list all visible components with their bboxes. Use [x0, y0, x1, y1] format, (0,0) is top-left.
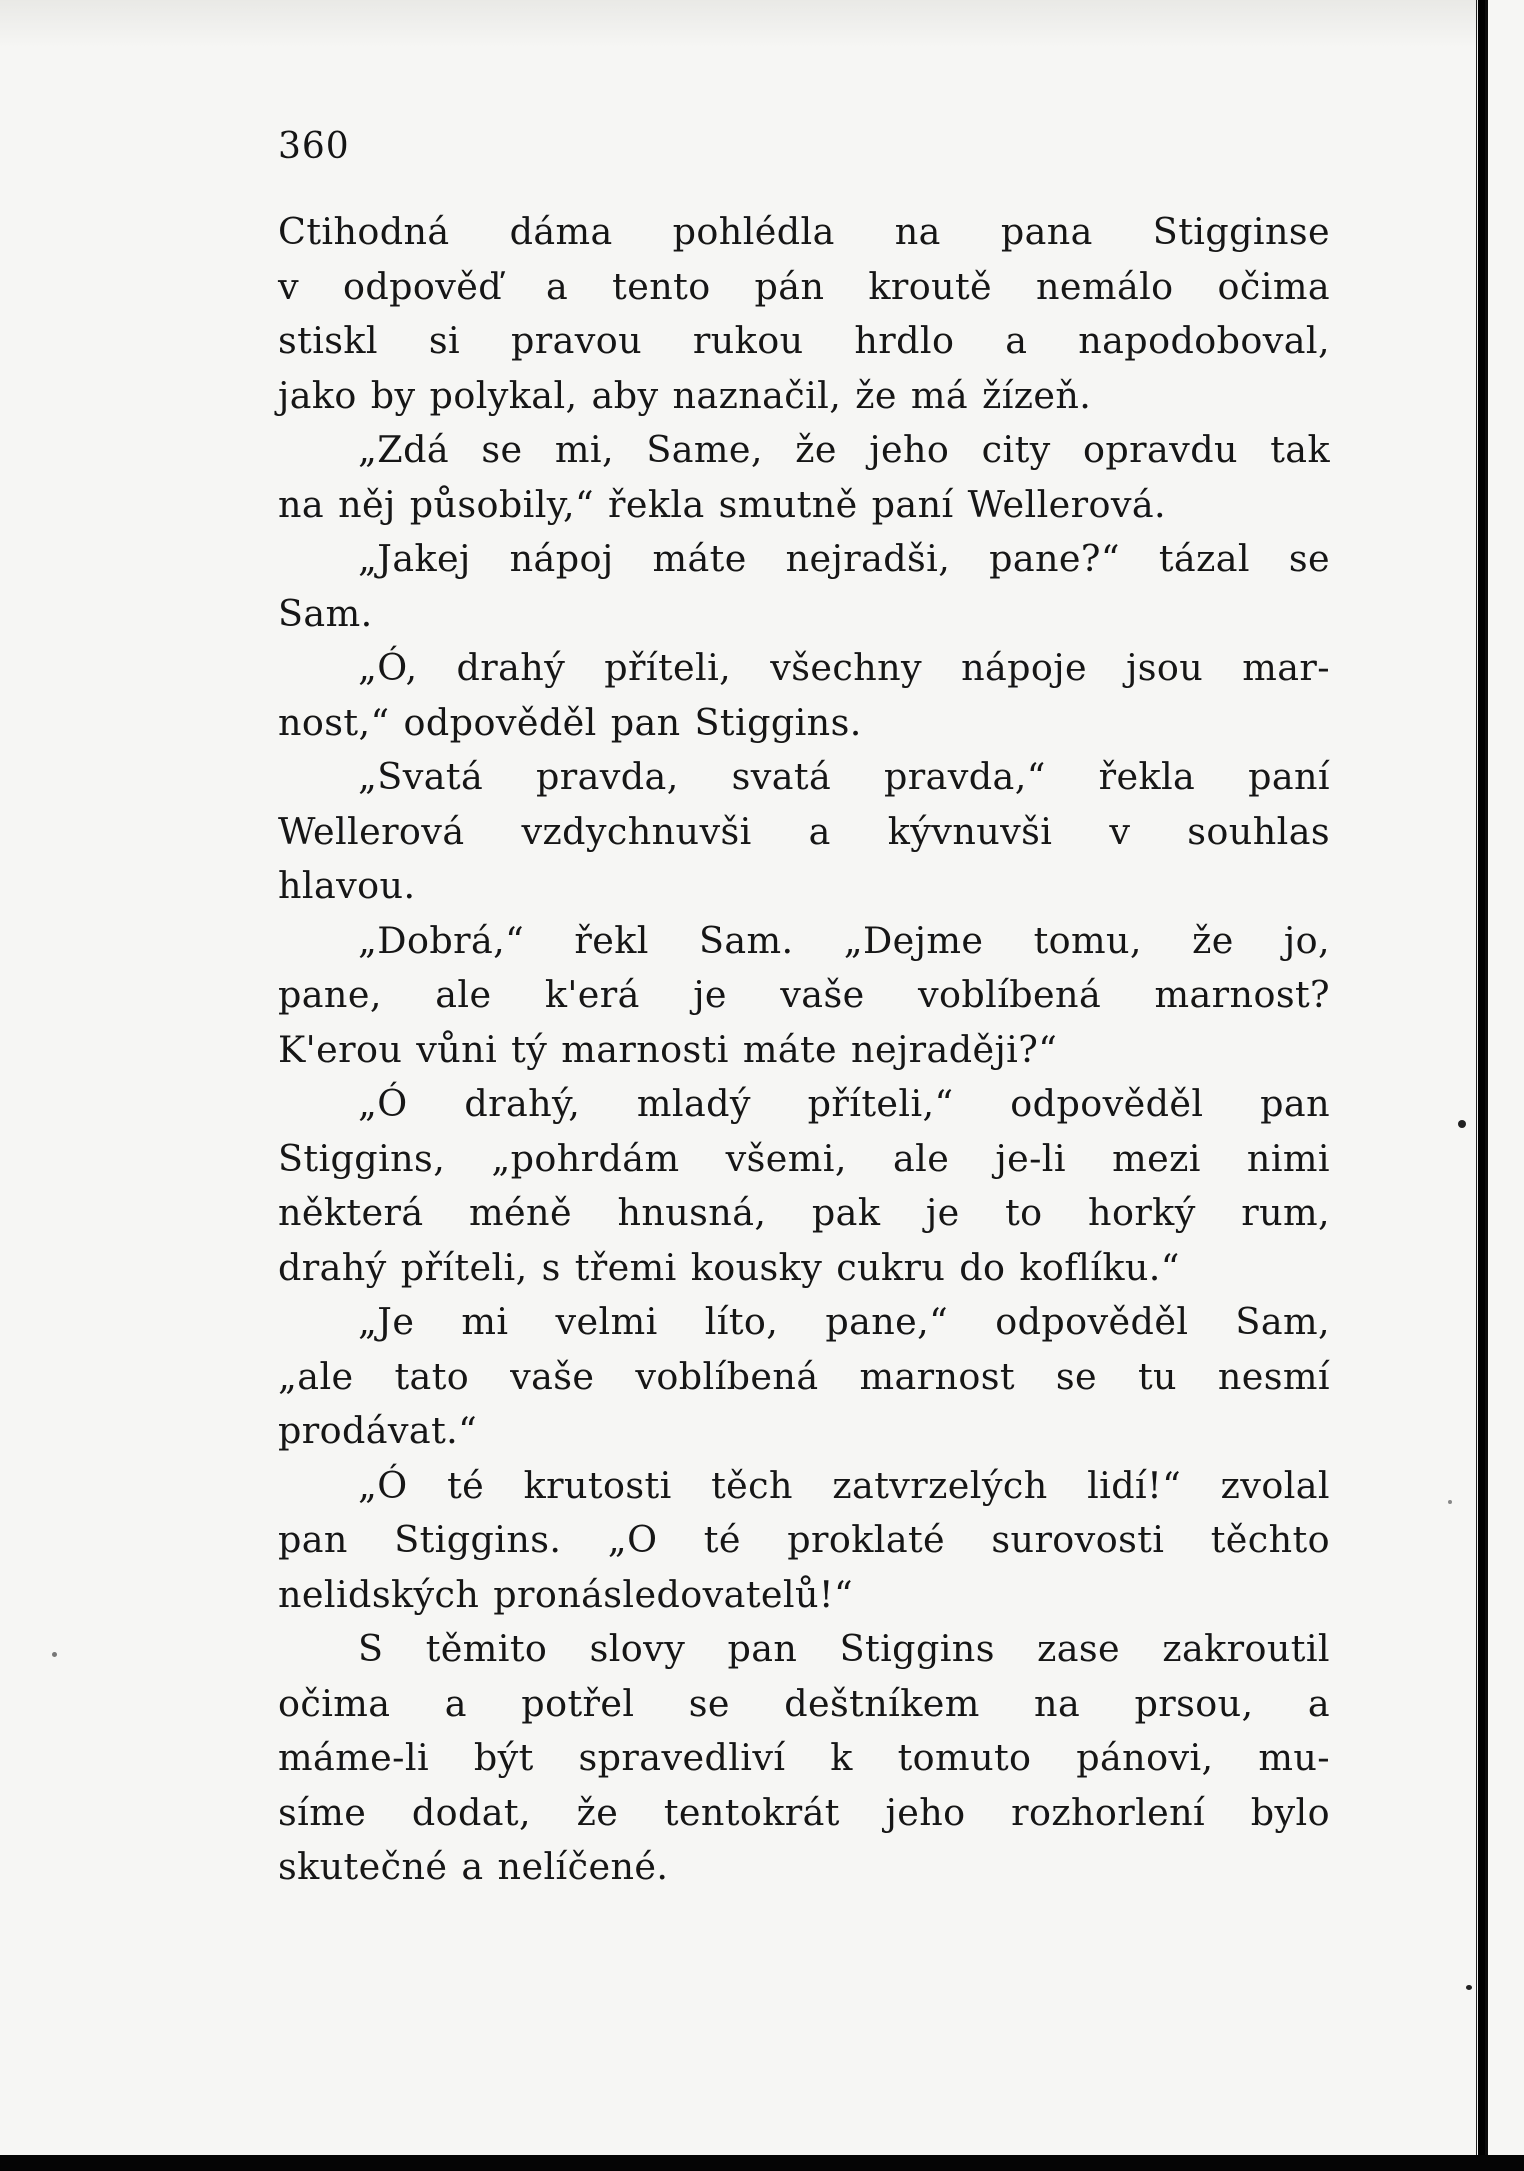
page-number: 360: [278, 126, 350, 167]
text-line: skutečné a nelíčené.: [278, 1845, 669, 1888]
text-line: očima a potřel se deštníkem na prsou, a: [278, 1681, 1330, 1725]
text-line: „ale tato vaše voblíbená marnost se tu nesmí: [278, 1354, 1330, 1398]
text-line: Wellerová vzdychnuvši a kývnuvši v souhlas: [278, 809, 1330, 853]
text-line: „Ó, drahý příteli, všechny nápoje jsou mar-: [358, 646, 1330, 689]
text-line: nost,“ odpověděl pan Stiggins.: [278, 700, 862, 744]
text-line: „Ó drahý, mladý příteli,“ odpověděl pan: [358, 1082, 1330, 1125]
text-line: pan Stiggins. „O té proklaté surovosti těchto: [278, 1518, 1330, 1561]
text-line: „Ó té krutosti těch zatvrzelých lidí!“ zvolal: [358, 1463, 1330, 1507]
text-line: některá méně hnusná, pak je to horký rum,: [278, 1191, 1330, 1234]
text-line: „Dobrá,“ řekl Sam. „Dejme tomu, že jo,: [358, 918, 1330, 962]
text-line: na něj působily,“ řekla smutně paní Wellerová.: [278, 482, 1167, 526]
ink-speck: [1458, 1120, 1466, 1128]
text-line: S těmito slovy pan Stiggins zase zakroutil: [358, 1627, 1330, 1670]
ink-speck: [52, 1652, 57, 1657]
scan-border: [0, 2155, 1524, 2171]
text-line: Ctihodná dáma pohlédla na pana Stigginse: [278, 210, 1330, 253]
text-line: prodávat.“: [278, 1409, 478, 1452]
text-line: hlavou.: [278, 864, 416, 907]
text-line: jako by polykal, aby naznačil, že má žízeň.: [278, 373, 1092, 417]
text-line: „Svatá pravda, svatá pravda,“ řekla paní: [358, 755, 1330, 798]
page-fold-line: [1476, 0, 1477, 2171]
text-line: v odpověď a tento pán kroutě nemálo očima: [278, 264, 1330, 308]
text-line: pane, ale k'erá je vaše voblíbená marnost?: [278, 973, 1330, 1016]
text-line: máme-li být spravedliví k tomuto pánovi, mu-: [278, 1736, 1330, 1779]
text-line: „Je mi velmi líto, pane,“ odpověděl Sam,: [358, 1300, 1330, 1343]
text-line: Stiggins, „pohrdám všemi, ale je-li mezi nimi: [278, 1136, 1330, 1180]
text-line: „Zdá se mi, Same, že jeho city opravdu tak: [358, 428, 1330, 471]
text-line: Sam.: [278, 591, 373, 635]
ink-speck: [1466, 1985, 1472, 1990]
text-line: stiskl si pravou rukou hrdlo a napodoboval,: [278, 319, 1330, 362]
text-line: nelidských pronásledovatelů!“: [278, 1572, 854, 1616]
text-line: drahý příteli, s třemi kousky cukru do koflíku.“: [278, 1245, 1180, 1289]
ink-speck: [1448, 1500, 1452, 1504]
text-line: K'erou vůni tý marnosti máte nejraději?“: [278, 1027, 1058, 1071]
text-line: „Jakej nápoj máte nejradši, pane?“ tázal se: [358, 537, 1330, 580]
body-text: [278, 205, 1330, 1895]
adjacent-page-edge: [1485, 0, 1524, 2171]
text-line: síme dodat, že tentokrát jeho rozhorlení bylo: [278, 1790, 1330, 1834]
